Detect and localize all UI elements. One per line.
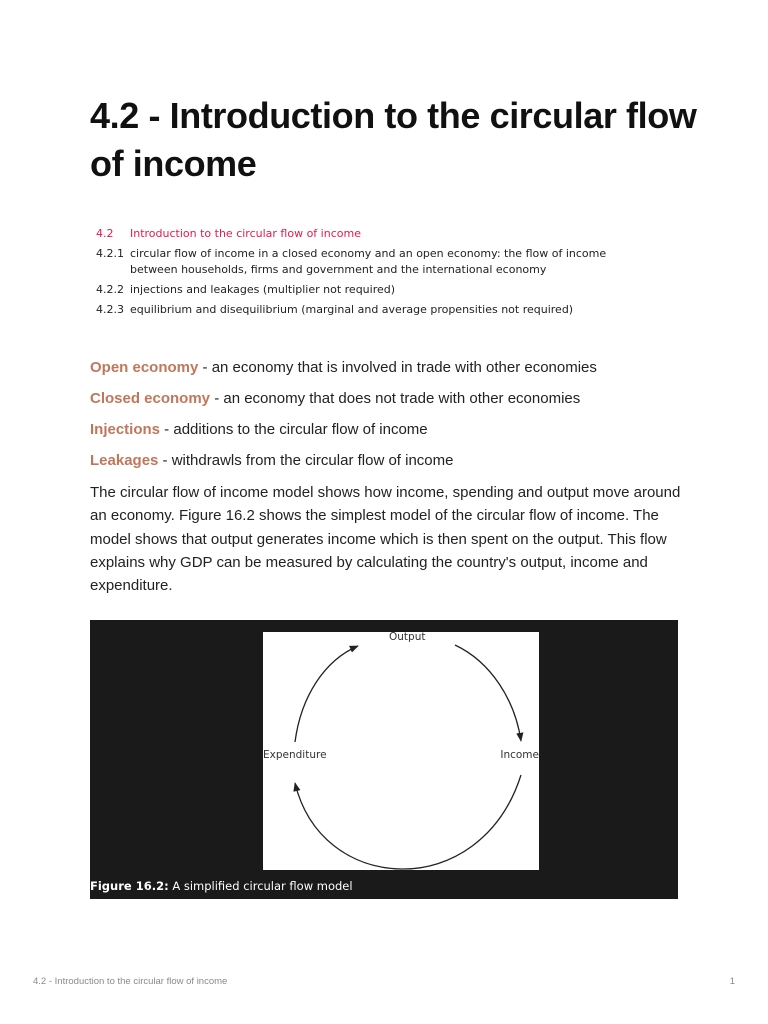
- arrow-expenditure-to-output: [295, 646, 358, 742]
- body-paragraph: The circular flow of income model shows how income, spending and output move around an economy. Figure 16.2 shows the simplest model of the circular flow of income. The model shows that output generates income which is then spent on the output. This flow explains why GDP can be measured by calculating the country's output, income and expenditure.: [90, 484, 681, 595]
- arrow-income-to-expenditure: [295, 775, 521, 869]
- spec-text: equilibrium and disequilibrium (marginal and average propensities not required): [130, 303, 574, 316]
- figure-caption-label: Figure 16.2:: [90, 879, 169, 893]
- circular-flow-diagram: [263, 632, 539, 870]
- diagram-label-expenditure: Expenditure: [263, 749, 327, 761]
- spec-item: [96, 246, 656, 278]
- diagram-label-income: Income: [500, 749, 539, 761]
- arrow-output-to-income: [455, 645, 521, 741]
- spec-number: 4.2.3: [96, 303, 124, 316]
- definition-term: Leakages: [90, 452, 159, 469]
- spec-text: Introduction to the circular flow of income: [130, 227, 361, 240]
- spec-number: 4.2.1: [96, 247, 124, 260]
- spec-list: [96, 226, 656, 322]
- definition-text: - withdrawls from the circular flow of income: [158, 452, 454, 469]
- definition-injections: [90, 419, 710, 441]
- spec-text: injections and leakages (multiplier not required): [130, 283, 396, 296]
- spec-number: 4.2: [96, 227, 114, 240]
- spec-item: [96, 226, 656, 242]
- definition-term: Open economy: [90, 359, 199, 376]
- definition-term: Injections: [90, 421, 161, 438]
- definitions: [90, 357, 710, 481]
- page-title: 4.2 - Introduction to the circular flow of income: [90, 95, 697, 184]
- diagram-label-output: Output: [389, 631, 426, 643]
- spec-text: circular flow of income in a closed economy and an open economy: the flow of income between households, firms and government and the international economy: [130, 247, 607, 276]
- spec-item: [96, 282, 656, 298]
- figure-caption-text: A simplified circular flow model: [168, 879, 353, 893]
- page-number: 1: [729, 976, 735, 987]
- definition-text: - an economy that is involved in trade with other economies: [198, 359, 597, 376]
- definition-text: - an economy that does not trade with other economies: [210, 390, 581, 407]
- definition-text: - additions to the circular flow of income: [160, 421, 428, 438]
- definition-open-economy: [90, 357, 710, 379]
- spec-item: [96, 302, 656, 318]
- definition-leakages: [90, 450, 710, 472]
- spec-number: 4.2.2: [96, 283, 124, 296]
- definition-term: Closed economy: [90, 390, 211, 407]
- footer-title: 4.2 - Introduction to the circular flow of income: [33, 976, 228, 987]
- definition-closed-economy: [90, 388, 710, 410]
- figure-caption: [90, 879, 353, 893]
- circular-flow-figure: [90, 620, 678, 899]
